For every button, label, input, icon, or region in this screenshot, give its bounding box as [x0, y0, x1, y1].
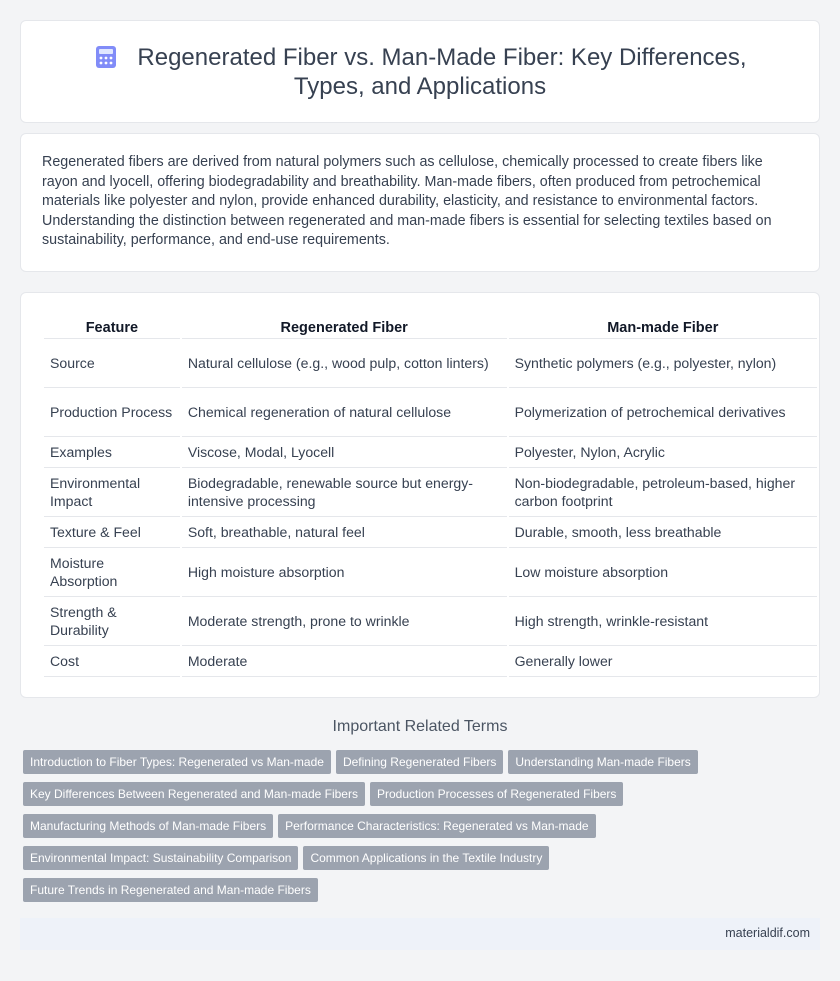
feature-cell: Strength & Durability: [44, 597, 180, 646]
feature-cell: Production Process: [44, 388, 180, 437]
related-term-tag[interactable]: Introduction to Fiber Types: Regenerated vs Man-made: [23, 750, 331, 774]
page-title-text: Regenerated Fiber vs. Man-Made Fiber: Key Differences, Types, and Applications: [137, 44, 747, 100]
feature-cell: Cost: [44, 646, 180, 677]
header-feature: Feature: [44, 315, 180, 339]
table-row: [44, 388, 817, 437]
header-card: [20, 20, 820, 123]
intro-paragraph: Regenerated fibers are derived from natural polymers such as cellulose, chemically processed to create fibers like rayon and lyocell, offering biodegradability and breathability. Man-made fibers, often produced from petrochemical materials like polyester and nylon, provide enhanced durability, elasticity, and resistance to environmental factors. Understanding the distinction between regenerated and man-made fibers is essential for selecting textiles based on sustainability, performance, and end-use requirements.: [42, 154, 772, 249]
man-made-cell: Non-biodegradable, petroleum-based, higher carbon footprint: [509, 468, 817, 517]
intro-card: [20, 133, 820, 272]
calculator-icon: [93, 44, 119, 70]
related-term-tag[interactable]: Production Processes of Regenerated Fibers: [370, 782, 623, 806]
feature-cell: Texture & Feel: [44, 517, 180, 548]
related-term-tag[interactable]: Common Applications in the Textile Industry: [303, 846, 549, 870]
man-made-cell: Generally lower: [509, 646, 817, 677]
header-man-made: Man-made Fiber: [509, 315, 817, 339]
feature-cell: Examples: [44, 437, 180, 468]
footer-site-link[interactable]: materialdif.com: [725, 926, 810, 940]
comparison-table-card: [20, 292, 820, 698]
table-row: [44, 339, 817, 388]
table-row: [44, 646, 817, 677]
regenerated-cell: Biodegradable, renewable source but energy-intensive processing: [182, 468, 507, 517]
related-terms-heading: Important Related Terms: [332, 718, 508, 735]
regenerated-cell: Moderate: [182, 646, 507, 677]
related-terms-list: [23, 750, 803, 910]
man-made-cell: Polymerization of petrochemical derivatives: [509, 388, 817, 437]
table-row: [44, 548, 817, 597]
regenerated-cell: Soft, breathable, natural feel: [182, 517, 507, 548]
man-made-cell: High strength, wrinkle-resistant: [509, 597, 817, 646]
regenerated-cell: Natural cellulose (e.g., wood pulp, cotton linters): [182, 339, 507, 388]
man-made-cell: Polyester, Nylon, Acrylic: [509, 437, 817, 468]
regenerated-cell: Moderate strength, prone to wrinkle: [182, 597, 507, 646]
related-term-tag[interactable]: Manufacturing Methods of Man-made Fibers: [23, 814, 273, 838]
table-row: [44, 517, 817, 548]
comparison-table: [42, 315, 819, 677]
man-made-cell: Durable, smooth, less breathable: [509, 517, 817, 548]
regenerated-cell: Viscose, Modal, Lyocell: [182, 437, 507, 468]
table-header-row: [44, 315, 817, 339]
related-term-tag[interactable]: Key Differences Between Regenerated and Man-made Fibers: [23, 782, 365, 806]
man-made-cell: Synthetic polymers (e.g., polyester, nylon): [509, 339, 817, 388]
related-term-tag[interactable]: Environmental Impact: Sustainability Comparison: [23, 846, 298, 870]
footer-bar: [20, 918, 820, 950]
feature-cell: Moisture Absorption: [44, 548, 180, 597]
page-title: [21, 43, 819, 101]
related-term-tag[interactable]: Future Trends in Regenerated and Man-made Fibers: [23, 878, 318, 902]
regenerated-cell: High moisture absorption: [182, 548, 507, 597]
related-term-tag[interactable]: Performance Characteristics: Regenerated vs Man-made: [278, 814, 595, 838]
table-row: [44, 437, 817, 468]
header-regenerated: Regenerated Fiber: [182, 315, 507, 339]
related-term-tag[interactable]: Defining Regenerated Fibers: [336, 750, 503, 774]
related-term-tag[interactable]: Understanding Man-made Fibers: [508, 750, 697, 774]
table-row: [44, 597, 817, 646]
table-row: [44, 468, 817, 517]
regenerated-cell: Chemical regeneration of natural cellulose: [182, 388, 507, 437]
man-made-cell: Low moisture absorption: [509, 548, 817, 597]
feature-cell: Source: [44, 339, 180, 388]
feature-cell: Environmental Impact: [44, 468, 180, 517]
